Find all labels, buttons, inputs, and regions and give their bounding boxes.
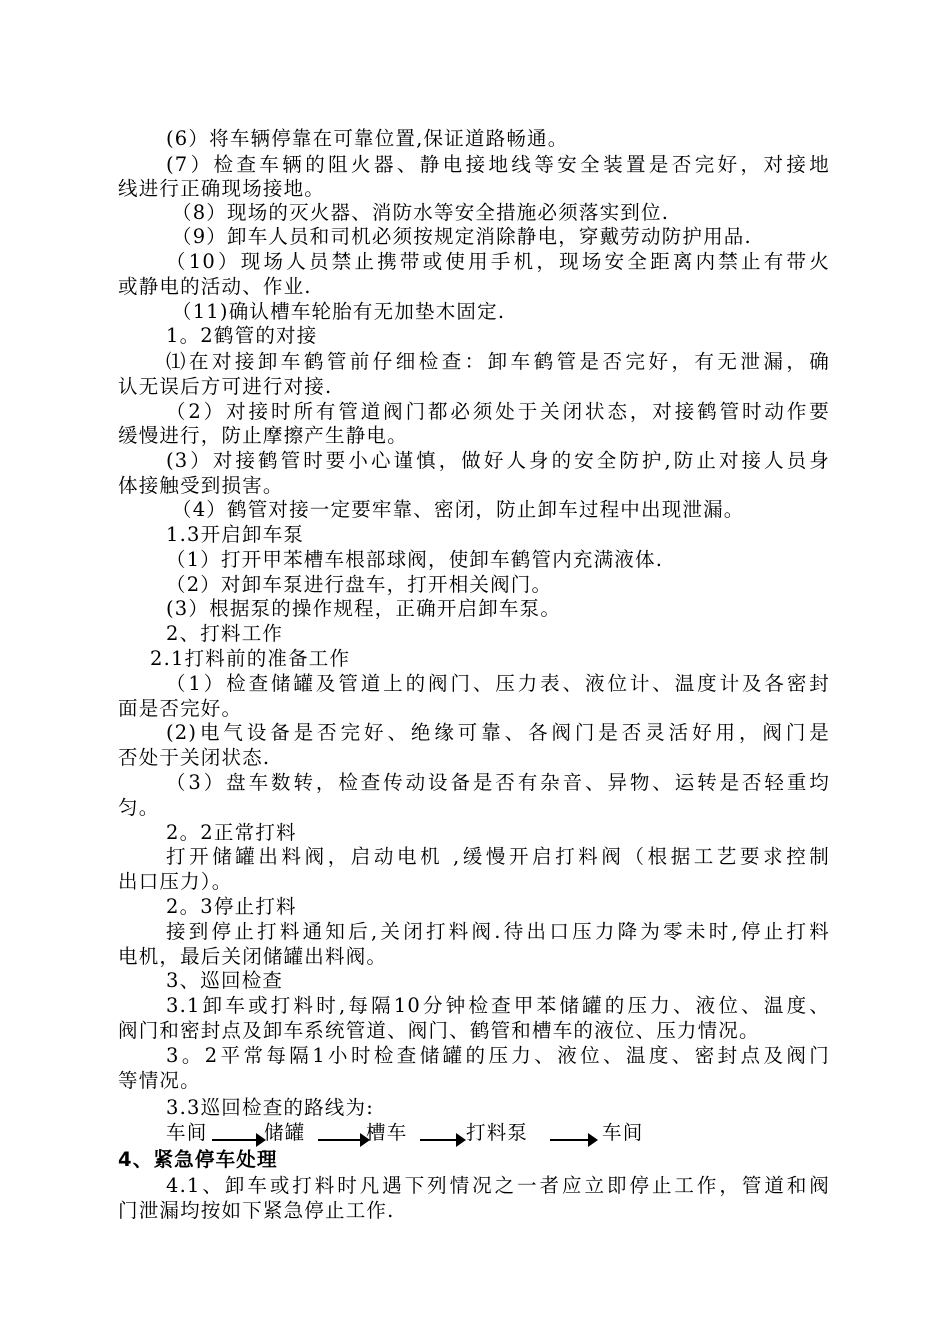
- text-line: 阀门和密封点及卸车系统管道、阀门、鹤管和槽车的液位、压力情况。: [118, 1019, 760, 1042]
- route-arrow-icon: [420, 1133, 466, 1147]
- text-line: (2)电气设备是否完好、绝缘可靠、各阀门是否灵活好用，阀门是: [166, 721, 830, 744]
- text-line: 否处于关闭状态.: [118, 746, 271, 769]
- text-line: 接到停止打料通知后,关闭打料阀.待出口压力降为零未时,停止打料: [166, 920, 830, 943]
- text-line: 或静电的活动、作业.: [118, 275, 312, 298]
- text-line: 3.1卸车或打料时,每隔10分钟检查甲苯储罐的压力、液位、温度、: [166, 994, 830, 1017]
- text-line: （8）现场的灭火器、消防水等安全措施必须落实到位.: [172, 201, 670, 224]
- route-arrow-icon: [550, 1133, 598, 1147]
- text-line: （3）盘车数转，检查传动设备是否有杂音、异物、运转是否轻重均: [166, 771, 830, 794]
- text-line: 线进行正确现场接地。: [118, 177, 326, 200]
- text-line: 出口压力）。: [118, 870, 233, 893]
- route-stop-workshop: 车间: [602, 1121, 644, 1144]
- route-arrow-icon: [318, 1133, 370, 1147]
- section-heading: 4、紧急停车处理: [118, 1148, 278, 1171]
- section-heading: 1。2鹤管的对接: [166, 324, 318, 347]
- text-line: (3）根据泵的操作规程，正确开启卸车泵。: [166, 597, 562, 620]
- text-line: （2）对接时所有管道阀门都必须处于关闭状态，对接鹤管时动作要: [166, 400, 830, 423]
- text-line: 匀。: [118, 796, 160, 819]
- route-stop-workshop: 车间: [166, 1121, 208, 1144]
- text-line: (7）检查车辆的阻火器、静电接地线等安全装置是否完好，对接地: [166, 153, 830, 176]
- text-line: (6）将车辆停靠在可靠位置,保证道路畅通。: [166, 127, 569, 150]
- section-heading: 2.1打料前的准备工作: [150, 647, 351, 670]
- text-line: （11)确认槽车轮胎有无加垫木固定.: [172, 300, 506, 323]
- section-heading: 1.3开启卸车泵: [166, 523, 305, 546]
- route-arrow-icon: [212, 1133, 266, 1147]
- text-line: 电机，最后关闭储罐出料阀。: [118, 945, 388, 968]
- text-line: （9）卸车人员和司机必须按规定消除静电，穿戴劳动防护用品.: [172, 225, 752, 248]
- section-heading: 3、巡回检查: [166, 969, 284, 992]
- section-heading: 3.3巡回检查的路线为:: [166, 1096, 374, 1119]
- text-line: （2）对卸车泵进行盘车，打开相关阀门。: [166, 573, 553, 596]
- text-line: 3。2平常每隔1小时检查储罐的压力、液位、温度、密封点及阀门: [166, 1044, 830, 1067]
- text-line: 认无误后方可进行对接.: [118, 375, 333, 398]
- text-line: 门泄漏均按如下紧急停止工作.: [118, 1199, 395, 1222]
- text-line: 面是否完好。: [118, 697, 243, 720]
- text-line: 体接触受到损害。: [118, 474, 284, 497]
- text-line: （4）鹤管对接一定要牢靠、密闭，防止卸车过程中出现泄漏。: [172, 498, 745, 521]
- text-line: （1）检查储罐及管道上的阀门、压力表、液位计、温度计及各密封: [166, 672, 830, 695]
- text-line: (3）对接鹤管时要小心谨慎，做好人身的安全防护,防止对接人员身: [166, 449, 830, 472]
- route-stop-tanker: 槽车: [366, 1121, 408, 1144]
- section-heading: 2。3停止打料: [166, 895, 297, 918]
- route-stop-tank: 储罐: [264, 1121, 306, 1144]
- text-line: ⑴在对接卸车鹤管前仔细检查：卸车鹤管是否完好，有无泄漏，确: [166, 350, 830, 373]
- text-line: 缓慢进行，防止摩擦产生静电。: [118, 424, 408, 447]
- route-stop-pump: 打料泵: [466, 1121, 529, 1144]
- text-line: 4.1、卸车或打料时凡遇下列情况之一者应立即停止工作，管道和阀: [166, 1174, 830, 1197]
- text-line: 等情况。: [118, 1069, 201, 1092]
- text-line: （10）现场人员禁止携带或使用手机，现场安全距离内禁止有带火: [166, 250, 830, 273]
- section-heading: 2、打料工作: [166, 622, 284, 645]
- text-line: （1）打开甲苯槽车根部球阀，使卸车鹤管内充满液体.: [166, 548, 664, 571]
- text-line: 打开储罐出料阀，启动电机 ,缓慢开启打料阀（根据工艺要求控制: [166, 845, 830, 868]
- section-heading: 2。2正常打料: [166, 821, 297, 844]
